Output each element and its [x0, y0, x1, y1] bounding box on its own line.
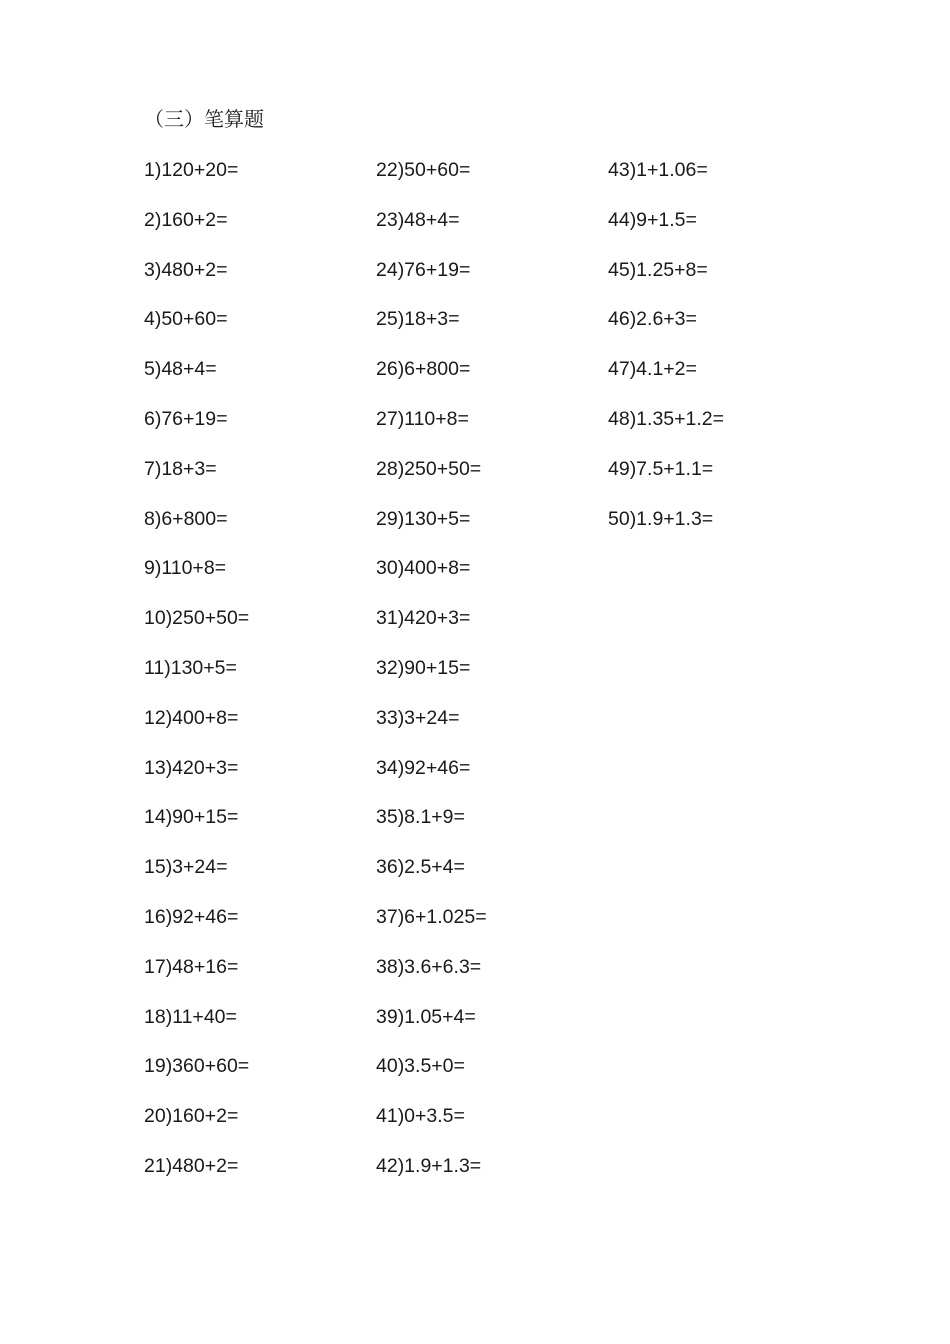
problem-column-2: [376, 156, 487, 1202]
problem-column-1: [144, 156, 249, 1202]
problem-item: 44)9+1.5=: [608, 208, 697, 231]
problem-item: 4)50+60=: [144, 308, 228, 331]
problem-item: 50)1.9+1.3=: [608, 507, 714, 530]
problem-item: 49)7.5+1.1=: [608, 457, 714, 480]
problem-item: 41)0+3.5=: [376, 1105, 465, 1128]
section-title: （三）笔算题: [144, 109, 264, 131]
problem-item: 25)18+3=: [376, 308, 460, 331]
problem-item: 24)76+19=: [376, 258, 471, 281]
problem-item: 38)3.6+6.3=: [376, 955, 482, 978]
problem-item: 20)160+2=: [144, 1105, 239, 1128]
problem-item: 3)480+2=: [144, 258, 228, 281]
problem-item: 47)4.1+2=: [608, 358, 697, 381]
problem-item: 48)1.35+1.2=: [608, 407, 725, 430]
problem-item: 1)120+20=: [144, 159, 239, 181]
problem-item: 11)130+5=: [144, 656, 237, 679]
problem-item: 31)420+3=: [376, 607, 471, 630]
problem-item: 5)48+4=: [144, 358, 217, 381]
problem-item: 36)2.5+4=: [376, 856, 465, 879]
problem-item: 10)250+50=: [144, 607, 250, 630]
problem-item: 26)6+800=: [376, 358, 471, 381]
problem-item: 23)48+4=: [376, 208, 460, 231]
problem-item: 46)2.6+3=: [608, 308, 697, 331]
problem-item: 15)3+24=: [144, 856, 228, 879]
problem-column-3: [608, 156, 724, 554]
problem-item: 28)250+50=: [376, 457, 482, 480]
problem-item: 37)6+1.025=: [376, 905, 487, 928]
problem-item: 40)3.5+0=: [376, 1055, 465, 1078]
problem-item: 9)110+8=: [144, 557, 227, 580]
problem-item: 12)400+8=: [144, 706, 239, 729]
problem-item: 45)1.25+8=: [608, 258, 708, 281]
problem-item: 43)1+1.06=: [608, 159, 708, 181]
problem-item: 22)50+60=: [376, 159, 471, 181]
problem-item: 30)400+8=: [376, 557, 471, 580]
problem-item: 8)6+800=: [144, 507, 228, 530]
problem-item: 33)3+24=: [376, 706, 460, 729]
problem-item: 34)92+46=: [376, 756, 471, 779]
problem-item: 7)18+3=: [144, 457, 217, 480]
problem-item: 13)420+3=: [144, 756, 239, 779]
problem-item: 17)48+16=: [144, 955, 239, 978]
problem-item: 21)480+2=: [144, 1154, 239, 1177]
problem-item: 27)110+8=: [376, 407, 469, 430]
problem-item: 35)8.1+9=: [376, 806, 465, 829]
problem-item: 42)1.9+1.3=: [376, 1154, 482, 1177]
problem-item: 32)90+15=: [376, 656, 471, 679]
problem-item: 16)92+46=: [144, 905, 239, 928]
problem-item: 29)130+5=: [376, 507, 471, 530]
problem-item: 6)76+19=: [144, 407, 228, 430]
problem-item: 14)90+15=: [144, 806, 239, 829]
problem-item: 39)1.05+4=: [376, 1005, 476, 1028]
problem-item: 2)160+2=: [144, 208, 228, 231]
problem-item: 18)11+40=: [144, 1005, 237, 1028]
problem-item: 19)360+60=: [144, 1055, 250, 1078]
